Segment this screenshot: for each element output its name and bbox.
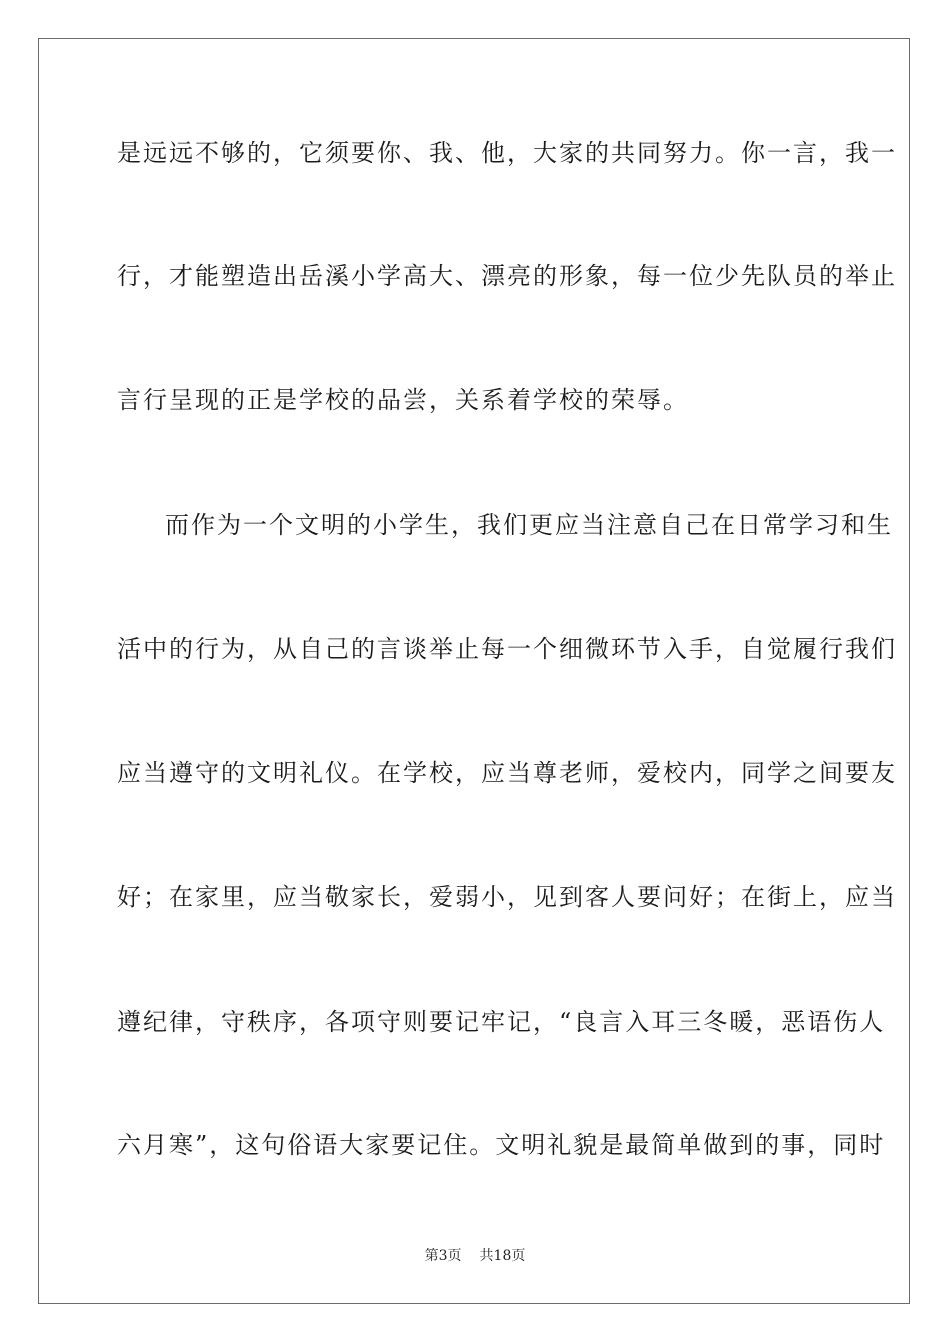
body-line-5: 活中的行为，从自己的言谈举止每一个细微环节入手，自觉履行我们 [117,635,897,663]
body-line-3: 言行呈现的正是学校的品尝，关系着学校的荣辱。 [117,386,689,414]
body-line-7: 好；在家里，应当敬家长，爱弱小，见到客人要问好；在街上，应当 [117,883,897,911]
body-line-9: 六月寒”，这句俗语大家要记住。文明礼貌是最简单做到的事，同时 [117,1131,886,1159]
body-line-8: 遵纪律，守秩序，各项守则要记牢记，“良言入耳三冬暖，恶语伤人 [117,1008,886,1036]
body-line-2: 行，才能塑造出岳溪小学高大、漂亮的形象，每一位少先队员的举止 [117,262,897,290]
page-border [38,38,910,1304]
page-total: 共18页 [479,1248,526,1264]
body-line-1: 是远远不够的，它须要你、我、他，大家的共同努力。你一言，我一 [117,139,897,167]
body-line-4: 而作为一个文明的小学生，我们更应当注意自己在日常学习和生 [165,511,893,539]
body-line-6: 应当遵守的文明礼仪。在学校，应当尊老师，爱校内，同学之间要友 [117,759,897,787]
page-footer [0,1246,950,1266]
page-number: 第3页 [424,1248,462,1264]
